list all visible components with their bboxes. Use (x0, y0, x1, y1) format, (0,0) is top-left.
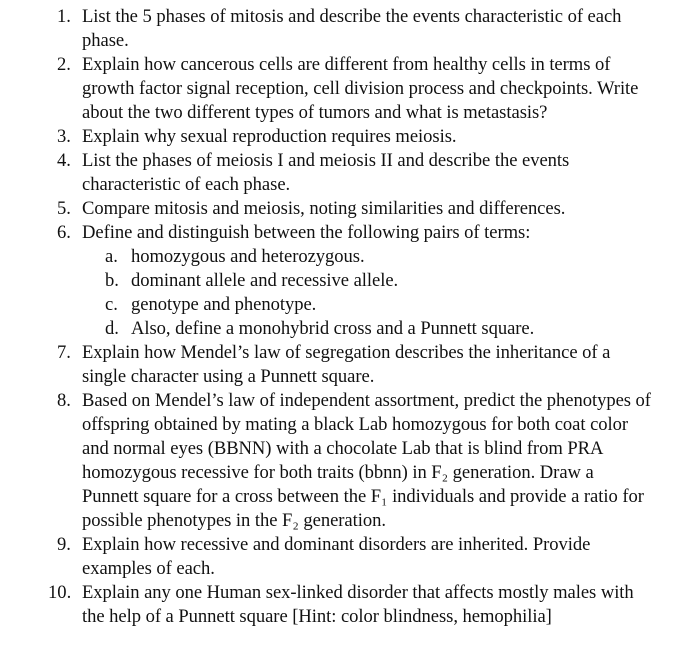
subitem-c-letter: c. (105, 294, 118, 315)
question-4-line-2: characteristic of each phase. (82, 174, 291, 195)
question-9-line-2: examples of each. (82, 558, 215, 579)
question-2-line-3: about the two different types of tumors and what is metastasis? (82, 102, 548, 123)
question-10-number: 10. (48, 582, 72, 603)
question-1-line-1: List the 5 phases of mitosis and describe the events characteristic of each (82, 6, 622, 27)
subitem-b-text: dominant allele and recessive allele. (131, 270, 399, 291)
question-5-number: 5. (57, 198, 71, 219)
subitem-a-letter: a. (105, 246, 118, 267)
question-10-line-1: Explain any one Human sex-linked disorder that affects mostly males with (82, 582, 634, 603)
question-3-number: 3. (57, 126, 71, 147)
question-5-line-1: Compare mitosis and meiosis, noting similarities and differences. (82, 198, 566, 219)
question-8-line-6: possible phenotypes in the F₂ generation. (82, 510, 386, 531)
question-7-line-2: single character using a Punnett square. (82, 366, 375, 387)
subitem-d-text: Also, define a monohybrid cross and a Punnett square. (131, 318, 535, 339)
subitem-a-text: homozygous and heterozygous. (131, 246, 365, 267)
question-4-number: 4. (57, 150, 71, 171)
question-10-line-2: the help of a Punnett square [Hint: color blindness, hemophilia] (82, 606, 552, 627)
question-3-line-1: Explain why sexual reproduction requires meiosis. (82, 126, 457, 147)
question-6-number: 6. (57, 222, 71, 243)
question-8-number: 8. (57, 390, 71, 411)
question-2-number: 2. (57, 54, 71, 75)
subitem-b-letter: b. (105, 270, 119, 291)
question-2-line-1: Explain how cancerous cells are different from healthy cells in terms of (82, 54, 611, 75)
question-7-number: 7. (57, 342, 71, 363)
question-8-line-3: and normal eyes (BBNN) with a chocolate Lab that is blind from PRA (82, 438, 604, 459)
question-4-line-1: List the phases of meiosis I and meiosis II and describe the events (82, 150, 570, 171)
question-8-line-1: Based on Mendel’s law of independent assortment, predict the phenotypes of (82, 390, 651, 411)
question-9-number: 9. (57, 534, 71, 555)
question-2-line-2: growth factor signal reception, cell division process and checkpoints. Write (82, 78, 639, 99)
question-6-line-1: Define and distinguish between the following pairs of terms: (82, 222, 531, 243)
question-1-number: 1. (57, 6, 71, 27)
question-1-line-2: phase. (82, 30, 129, 51)
question-8-line-2: offspring obtained by mating a black Lab homozygous for both coat color (82, 414, 629, 435)
subitem-c-text: genotype and phenotype. (131, 294, 317, 315)
question-8-line-4: homozygous recessive for both traits (bbnn) in F₂ generation. Draw a (82, 462, 594, 483)
question-7-line-1: Explain how Mendel’s law of segregation describes the inheritance of a (82, 342, 611, 363)
question-8-line-5: Punnett square for a cross between the F₁ individuals and provide a ratio for (82, 486, 644, 507)
subitem-d-letter: d. (105, 318, 119, 339)
question-9-line-1: Explain how recessive and dominant disorders are inherited. Provide (82, 534, 591, 555)
